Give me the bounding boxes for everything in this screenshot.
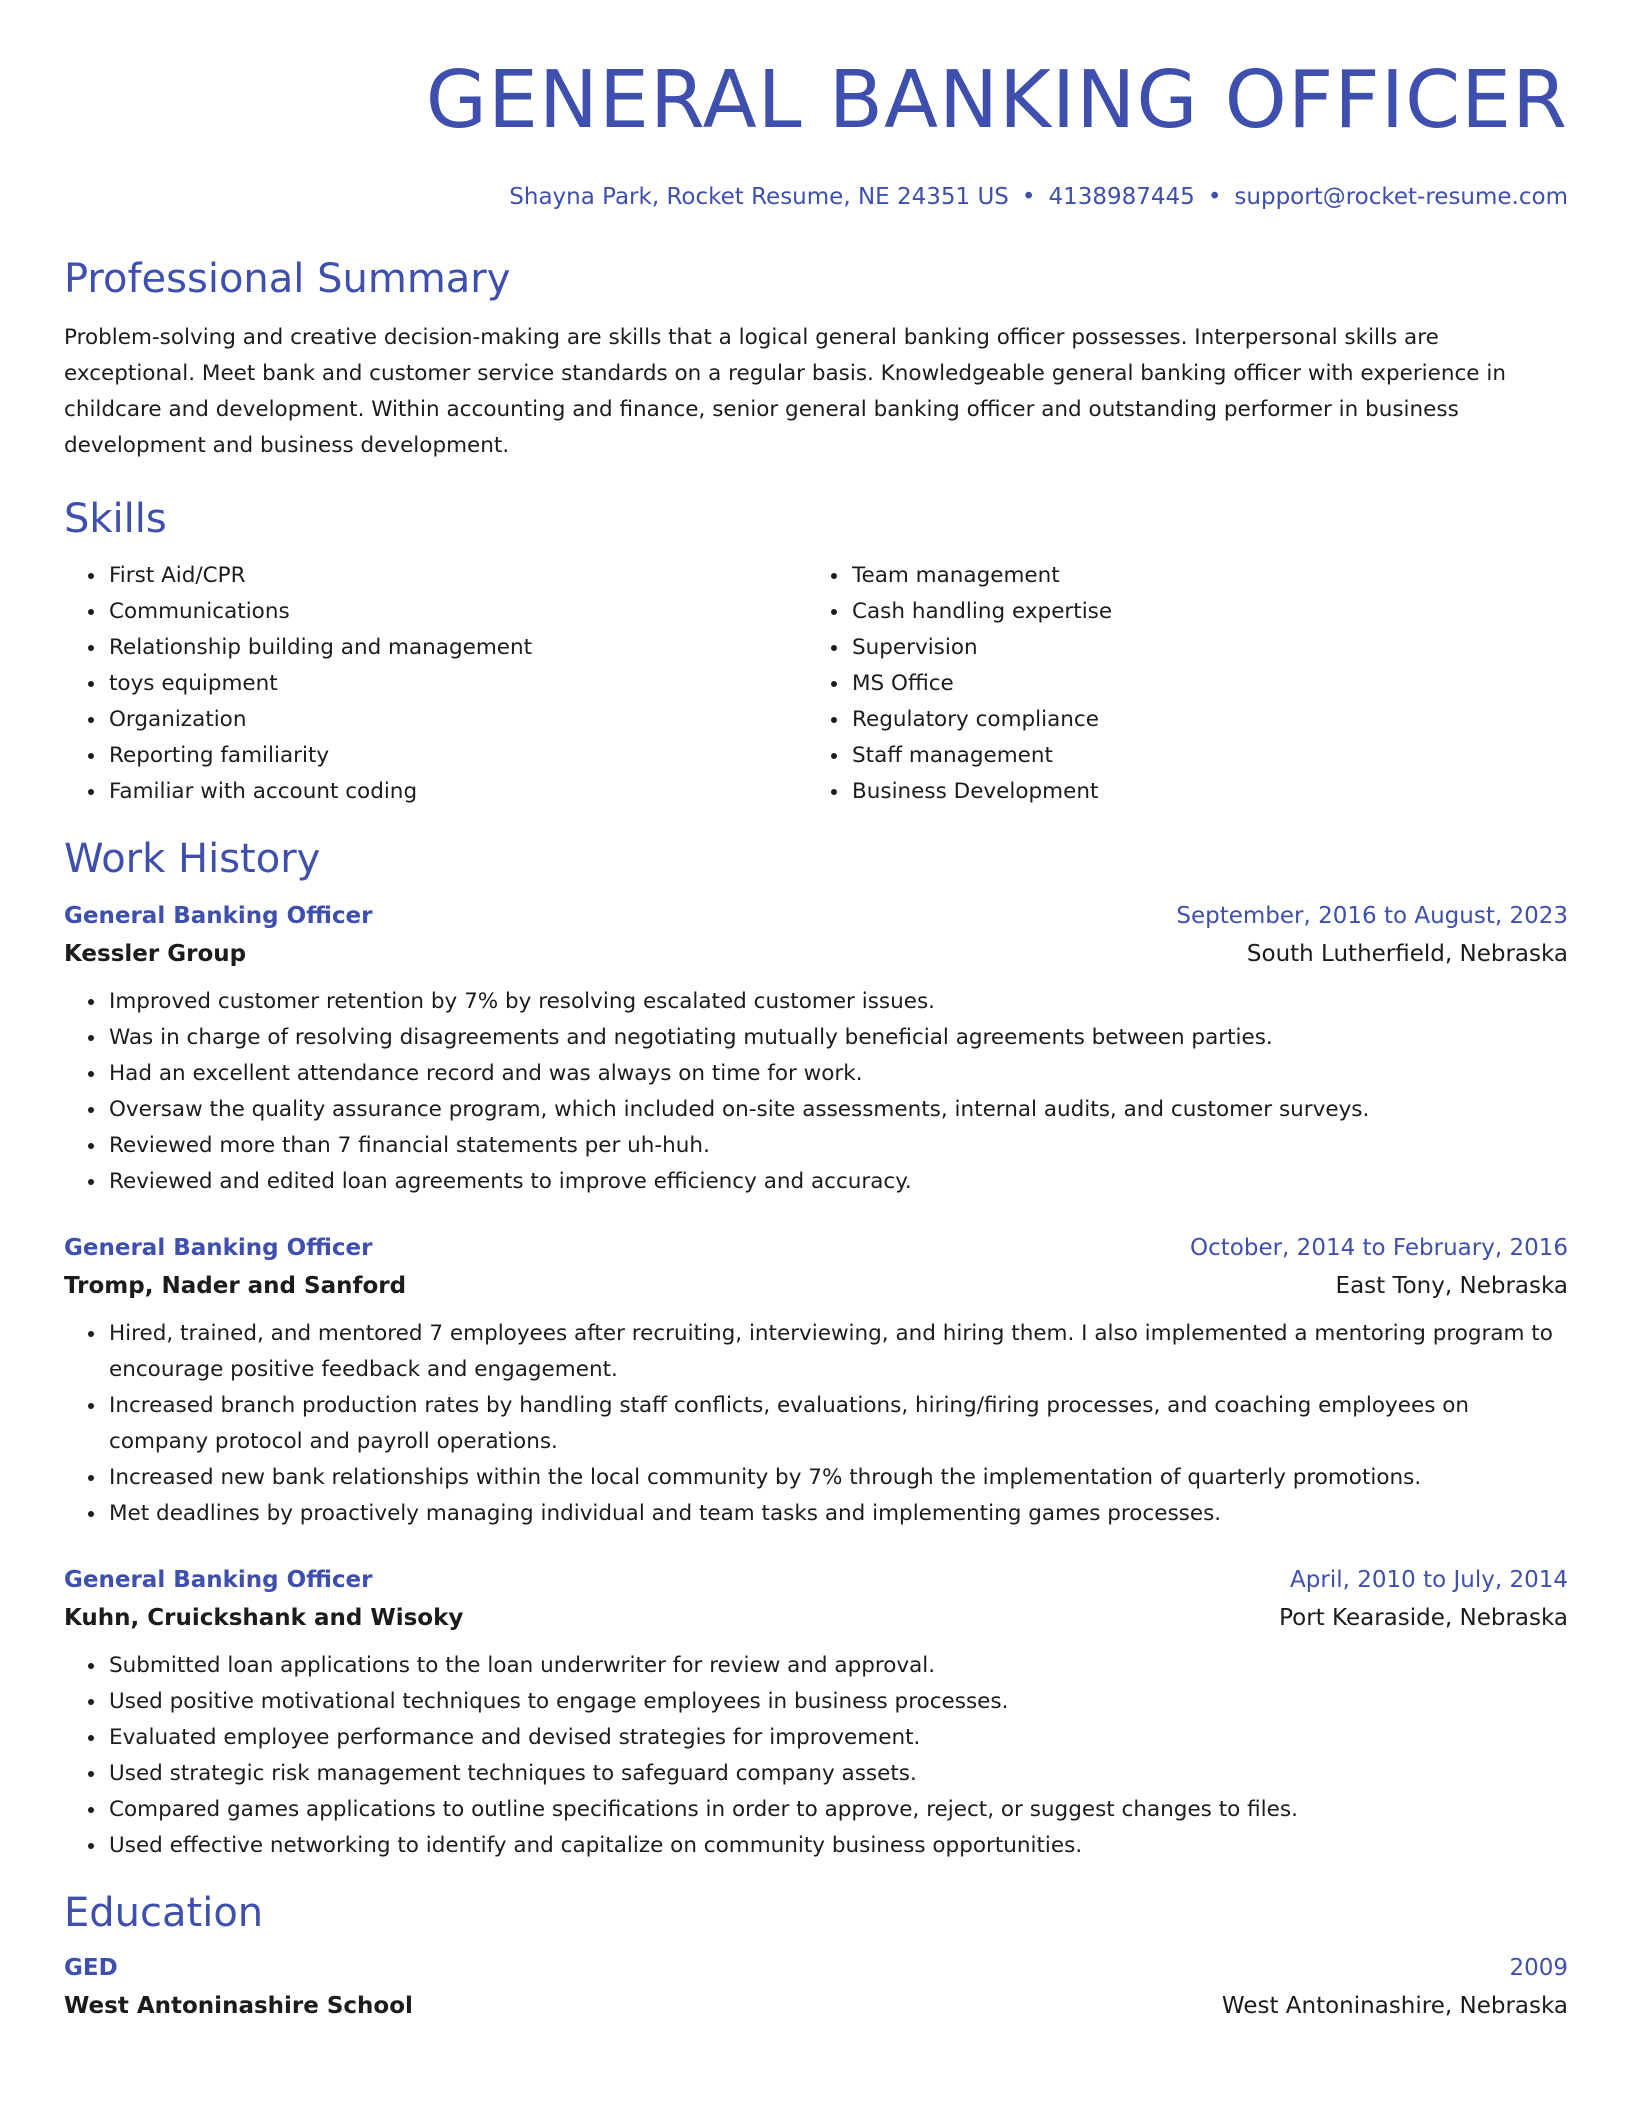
work-history-section bbox=[64, 834, 1568, 1864]
job-bullet: • Used positive motivational techniques to engage employees in business processes. bbox=[107, 1684, 1568, 1720]
job-bullet: • Reviewed and edited loan agreements to improve efficiency and accuracy. bbox=[107, 1164, 1568, 1200]
job-bullet: • Compared games applications to outline specifications in order to approve, reject, or suggest changes to files. bbox=[107, 1792, 1568, 1828]
skill-item: • toys equipment bbox=[107, 666, 807, 702]
contact-email[interactable]: support@rocket-resume.com bbox=[1234, 184, 1568, 210]
education-heading: Education bbox=[64, 1890, 264, 1936]
education-location: West Antoninashire, Nebraska bbox=[1221, 1993, 1568, 2019]
job-bullet: • Increased branch production rates by handling staff conflicts, evaluations, hiring/firing processes, and coaching employees on company protocol and payroll operations. bbox=[107, 1388, 1568, 1460]
job-header-row bbox=[64, 898, 1568, 934]
job-header-row bbox=[64, 1230, 1568, 1266]
education-header-row bbox=[64, 1950, 1568, 1986]
job-bullet: • Met deadlines by proactively managing individual and team tasks and implementing games processes. bbox=[107, 1496, 1568, 1532]
skills-heading: Skills bbox=[64, 496, 167, 542]
job-employer-row bbox=[64, 1266, 1568, 1306]
job-bullet: • Oversaw the quality assurance program, which included on-site assessments, internal audits, and customer surveys. bbox=[107, 1092, 1568, 1128]
summary-section bbox=[64, 254, 1568, 464]
job-title: General Banking Officer bbox=[64, 1235, 373, 1261]
page-title: GENERAL BANKING OFFICER bbox=[425, 54, 1568, 146]
skills-section bbox=[64, 494, 1568, 810]
education-school-row bbox=[64, 1986, 1568, 2026]
job-entry bbox=[64, 898, 1568, 1200]
job-bullets bbox=[64, 1648, 1568, 1864]
resume-header bbox=[64, 0, 1568, 212]
education-section bbox=[64, 1888, 1568, 2026]
job-dates: April, 2010 to July, 2014 bbox=[1290, 1567, 1568, 1593]
skill-item: • Regulatory compliance bbox=[850, 702, 1470, 738]
job-bullet: • Submitted loan applications to the loan underwriter for review and approval. bbox=[107, 1648, 1568, 1684]
job-dates: October, 2014 to February, 2016 bbox=[1190, 1235, 1568, 1261]
skill-item: • Staff management bbox=[850, 738, 1470, 774]
job-title: General Banking Officer bbox=[64, 1567, 373, 1593]
education-school: West Antoninashire School bbox=[64, 1993, 413, 2019]
job-bullets bbox=[64, 984, 1568, 1200]
job-bullet: • Improved customer retention by 7% by resolving escalated customer issues. bbox=[107, 984, 1568, 1020]
job-location: Port Kearaside, Nebraska bbox=[1279, 1605, 1568, 1631]
job-bullet: • Reviewed more than 7 financial statements per uh-huh. bbox=[107, 1128, 1568, 1164]
skill-item: • MS Office bbox=[850, 666, 1470, 702]
job-location: South Lutherfield, Nebraska bbox=[1246, 941, 1568, 967]
job-company: Kessler Group bbox=[64, 941, 247, 967]
skill-item: • Cash handling expertise bbox=[850, 594, 1470, 630]
job-employer-row bbox=[64, 1598, 1568, 1638]
contact-separator: • bbox=[1021, 184, 1036, 210]
contact-address: Shayna Park, Rocket Resume, NE 24351 US bbox=[509, 184, 1009, 210]
education-degree: GED bbox=[64, 1955, 118, 1981]
contact-line bbox=[64, 182, 1568, 212]
job-dates: September, 2016 to August, 2023 bbox=[1176, 903, 1568, 929]
job-bullet: • Hired, trained, and mentored 7 employees after recruiting, interviewing, and hiring them. I also implemented a mentoring program to encourage positive feedback and engagement. bbox=[107, 1316, 1568, 1388]
skill-item: • Team management bbox=[850, 558, 1470, 594]
job-entry bbox=[64, 1230, 1568, 1532]
work-history-heading: Work History bbox=[64, 836, 321, 882]
job-bullet: • Increased new bank relationships within the local community by 7% through the implementation of quarterly promotions. bbox=[107, 1460, 1568, 1496]
skills-list-right bbox=[807, 558, 1470, 810]
job-entry bbox=[64, 1562, 1568, 1864]
job-employer-row bbox=[64, 934, 1568, 974]
job-bullet: • Used strategic risk management techniques to safeguard company assets. bbox=[107, 1756, 1568, 1792]
job-bullet: • Evaluated employee performance and devised strategies for improvement. bbox=[107, 1720, 1568, 1756]
job-bullet: • Used effective networking to identify and capitalize on community business opportunities. bbox=[107, 1828, 1568, 1864]
job-header-row bbox=[64, 1562, 1568, 1598]
skill-item: • Organization bbox=[107, 702, 807, 738]
skill-item: • Communications bbox=[107, 594, 807, 630]
job-bullet: • Had an excellent attendance record and was always on time for work. bbox=[107, 1056, 1568, 1092]
contact-phone[interactable]: 4138987445 bbox=[1048, 184, 1195, 210]
contact-separator: • bbox=[1207, 184, 1222, 210]
skill-item: • Familiar with account coding bbox=[107, 774, 807, 810]
job-company: Tromp, Nader and Sanford bbox=[64, 1273, 407, 1299]
education-year: 2009 bbox=[1509, 1955, 1568, 1981]
job-company: Kuhn, Cruickshank and Wisoky bbox=[64, 1605, 464, 1631]
skill-item: • Supervision bbox=[850, 630, 1470, 666]
job-bullet: • Was in charge of resolving disagreements and negotiating mutually beneficial agreements between parties. bbox=[107, 1020, 1568, 1056]
skills-list-left bbox=[64, 558, 807, 810]
job-location: East Tony, Nebraska bbox=[1335, 1273, 1568, 1299]
education-entry bbox=[64, 1950, 1568, 2026]
skill-item: • Reporting familiarity bbox=[107, 738, 807, 774]
skill-item: • First Aid/CPR bbox=[107, 558, 807, 594]
summary-heading: Professional Summary bbox=[64, 256, 511, 302]
skill-item: • Relationship building and management bbox=[107, 630, 807, 666]
job-title: General Banking Officer bbox=[64, 903, 373, 929]
job-bullets bbox=[64, 1316, 1568, 1532]
skill-item: • Business Development bbox=[850, 774, 1470, 810]
summary-text: Problem-solving and creative decision-making are skills that a logical general banking officer possesses. Interpersonal skills are exceptional. Meet bank and customer service standards on a regular basis. Knowledgeable general banking officer with experience in childcare and development. Within accounting and finance, senior general banking officer and outstanding performer in business development and business development. bbox=[64, 325, 1506, 458]
skills-columns bbox=[64, 558, 1568, 810]
